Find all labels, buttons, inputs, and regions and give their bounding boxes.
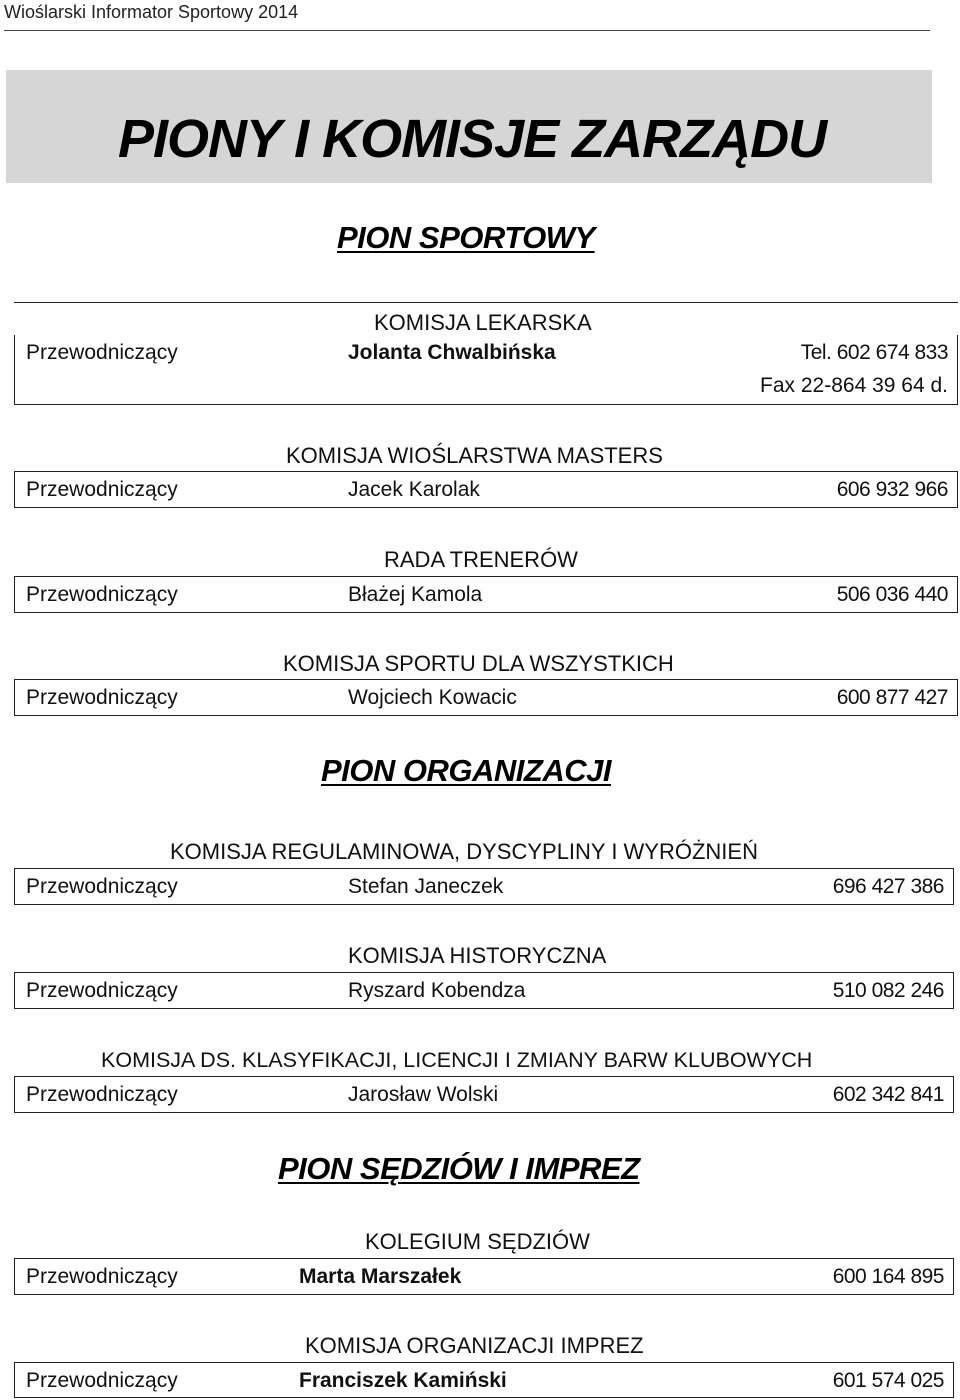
role-label: Przewodniczący xyxy=(26,1083,178,1106)
role-label: Przewodniczący xyxy=(26,478,178,501)
role-label: Przewodniczący xyxy=(26,1265,178,1288)
chair-name: Ryszard Kobendza xyxy=(348,979,526,1002)
committee-row xyxy=(14,972,954,1009)
committee-title: KOMISJA ORGANIZACJI IMPREZ xyxy=(305,1333,644,1358)
committee-title: RADA TRENERÓW xyxy=(384,547,578,572)
committee-row xyxy=(14,679,958,716)
phone-number: 506 036 440 xyxy=(836,583,948,606)
phone-number: 600 877 427 xyxy=(836,686,948,709)
chair-name: Jolanta Chwalbińska xyxy=(348,341,556,364)
role-label: Przewodniczący xyxy=(26,583,178,606)
role-label: Przewodniczący xyxy=(26,875,178,898)
phone-number: 601 574 025 xyxy=(832,1369,944,1392)
committee-title: KOMISJA REGULAMINOWA, DYSCYPLINY I WYRÓŻNIEŃ xyxy=(170,839,758,864)
chair-name: Błażej Kamola xyxy=(348,583,483,606)
chair-name: Jacek Karolak xyxy=(348,478,480,501)
section-rule xyxy=(14,302,958,303)
running-header: Wioślarski Informator Sportowy 2014 xyxy=(4,2,299,22)
phone-number: 510 082 246 xyxy=(832,979,944,1002)
chair-name: Franciszek Kamiński xyxy=(299,1369,507,1392)
section-heading-sport: PION SPORTOWY xyxy=(337,220,595,255)
committee-title: KOMISJA HISTORYCZNA xyxy=(348,943,607,968)
phone-number: Tel. 602 674 833 xyxy=(800,341,948,364)
committee-title: KOLEGIUM SĘDZIÓW xyxy=(365,1229,590,1254)
committee-title: KOMISJA WIOŚLARSTWA MASTERS xyxy=(286,443,663,468)
chair-name: Jarosław Wolski xyxy=(348,1083,499,1106)
committee-row xyxy=(14,335,958,405)
section-heading-organizacji: PION ORGANIZACJI xyxy=(321,753,611,788)
committee-row xyxy=(14,576,958,613)
committee-row xyxy=(14,868,954,905)
role-label: Przewodniczący xyxy=(26,686,178,709)
chair-name: Wojciech Kowacic xyxy=(348,686,517,709)
chair-name: Marta Marszałek xyxy=(299,1265,462,1288)
header-rule xyxy=(4,30,930,31)
role-label: Przewodniczący xyxy=(26,1369,178,1392)
phone-number: 606 932 966 xyxy=(836,478,948,501)
committee-row xyxy=(14,1258,954,1295)
role-label: Przewodniczący xyxy=(26,979,178,1002)
committee-row xyxy=(14,1076,954,1113)
fax-number: Fax 22-864 39 64 d. xyxy=(760,374,948,397)
phone-number: 600 164 895 xyxy=(832,1265,944,1288)
section-heading-sedziow: PION SĘDZIÓW I IMPREZ xyxy=(278,1151,640,1186)
committee-title: KOMISJA SPORTU DLA WSZYSTKICH xyxy=(283,651,674,676)
phone-number: 602 342 841 xyxy=(832,1083,944,1106)
role-label: Przewodniczący xyxy=(26,341,178,364)
committee-row xyxy=(14,471,958,508)
page-title: PIONY I KOMISJE ZARZĄDU xyxy=(118,109,827,169)
committee-row xyxy=(14,1362,954,1398)
chair-name: Stefan Janeczek xyxy=(348,875,504,898)
committee-title: KOMISJA LEKARSKA xyxy=(374,310,592,335)
committee-title: KOMISJA DS. KLASYFIKACJI, LICENCJI I ZMIANY BARW KLUBOWYCH xyxy=(101,1048,813,1072)
phone-number: 696 427 386 xyxy=(832,875,944,898)
